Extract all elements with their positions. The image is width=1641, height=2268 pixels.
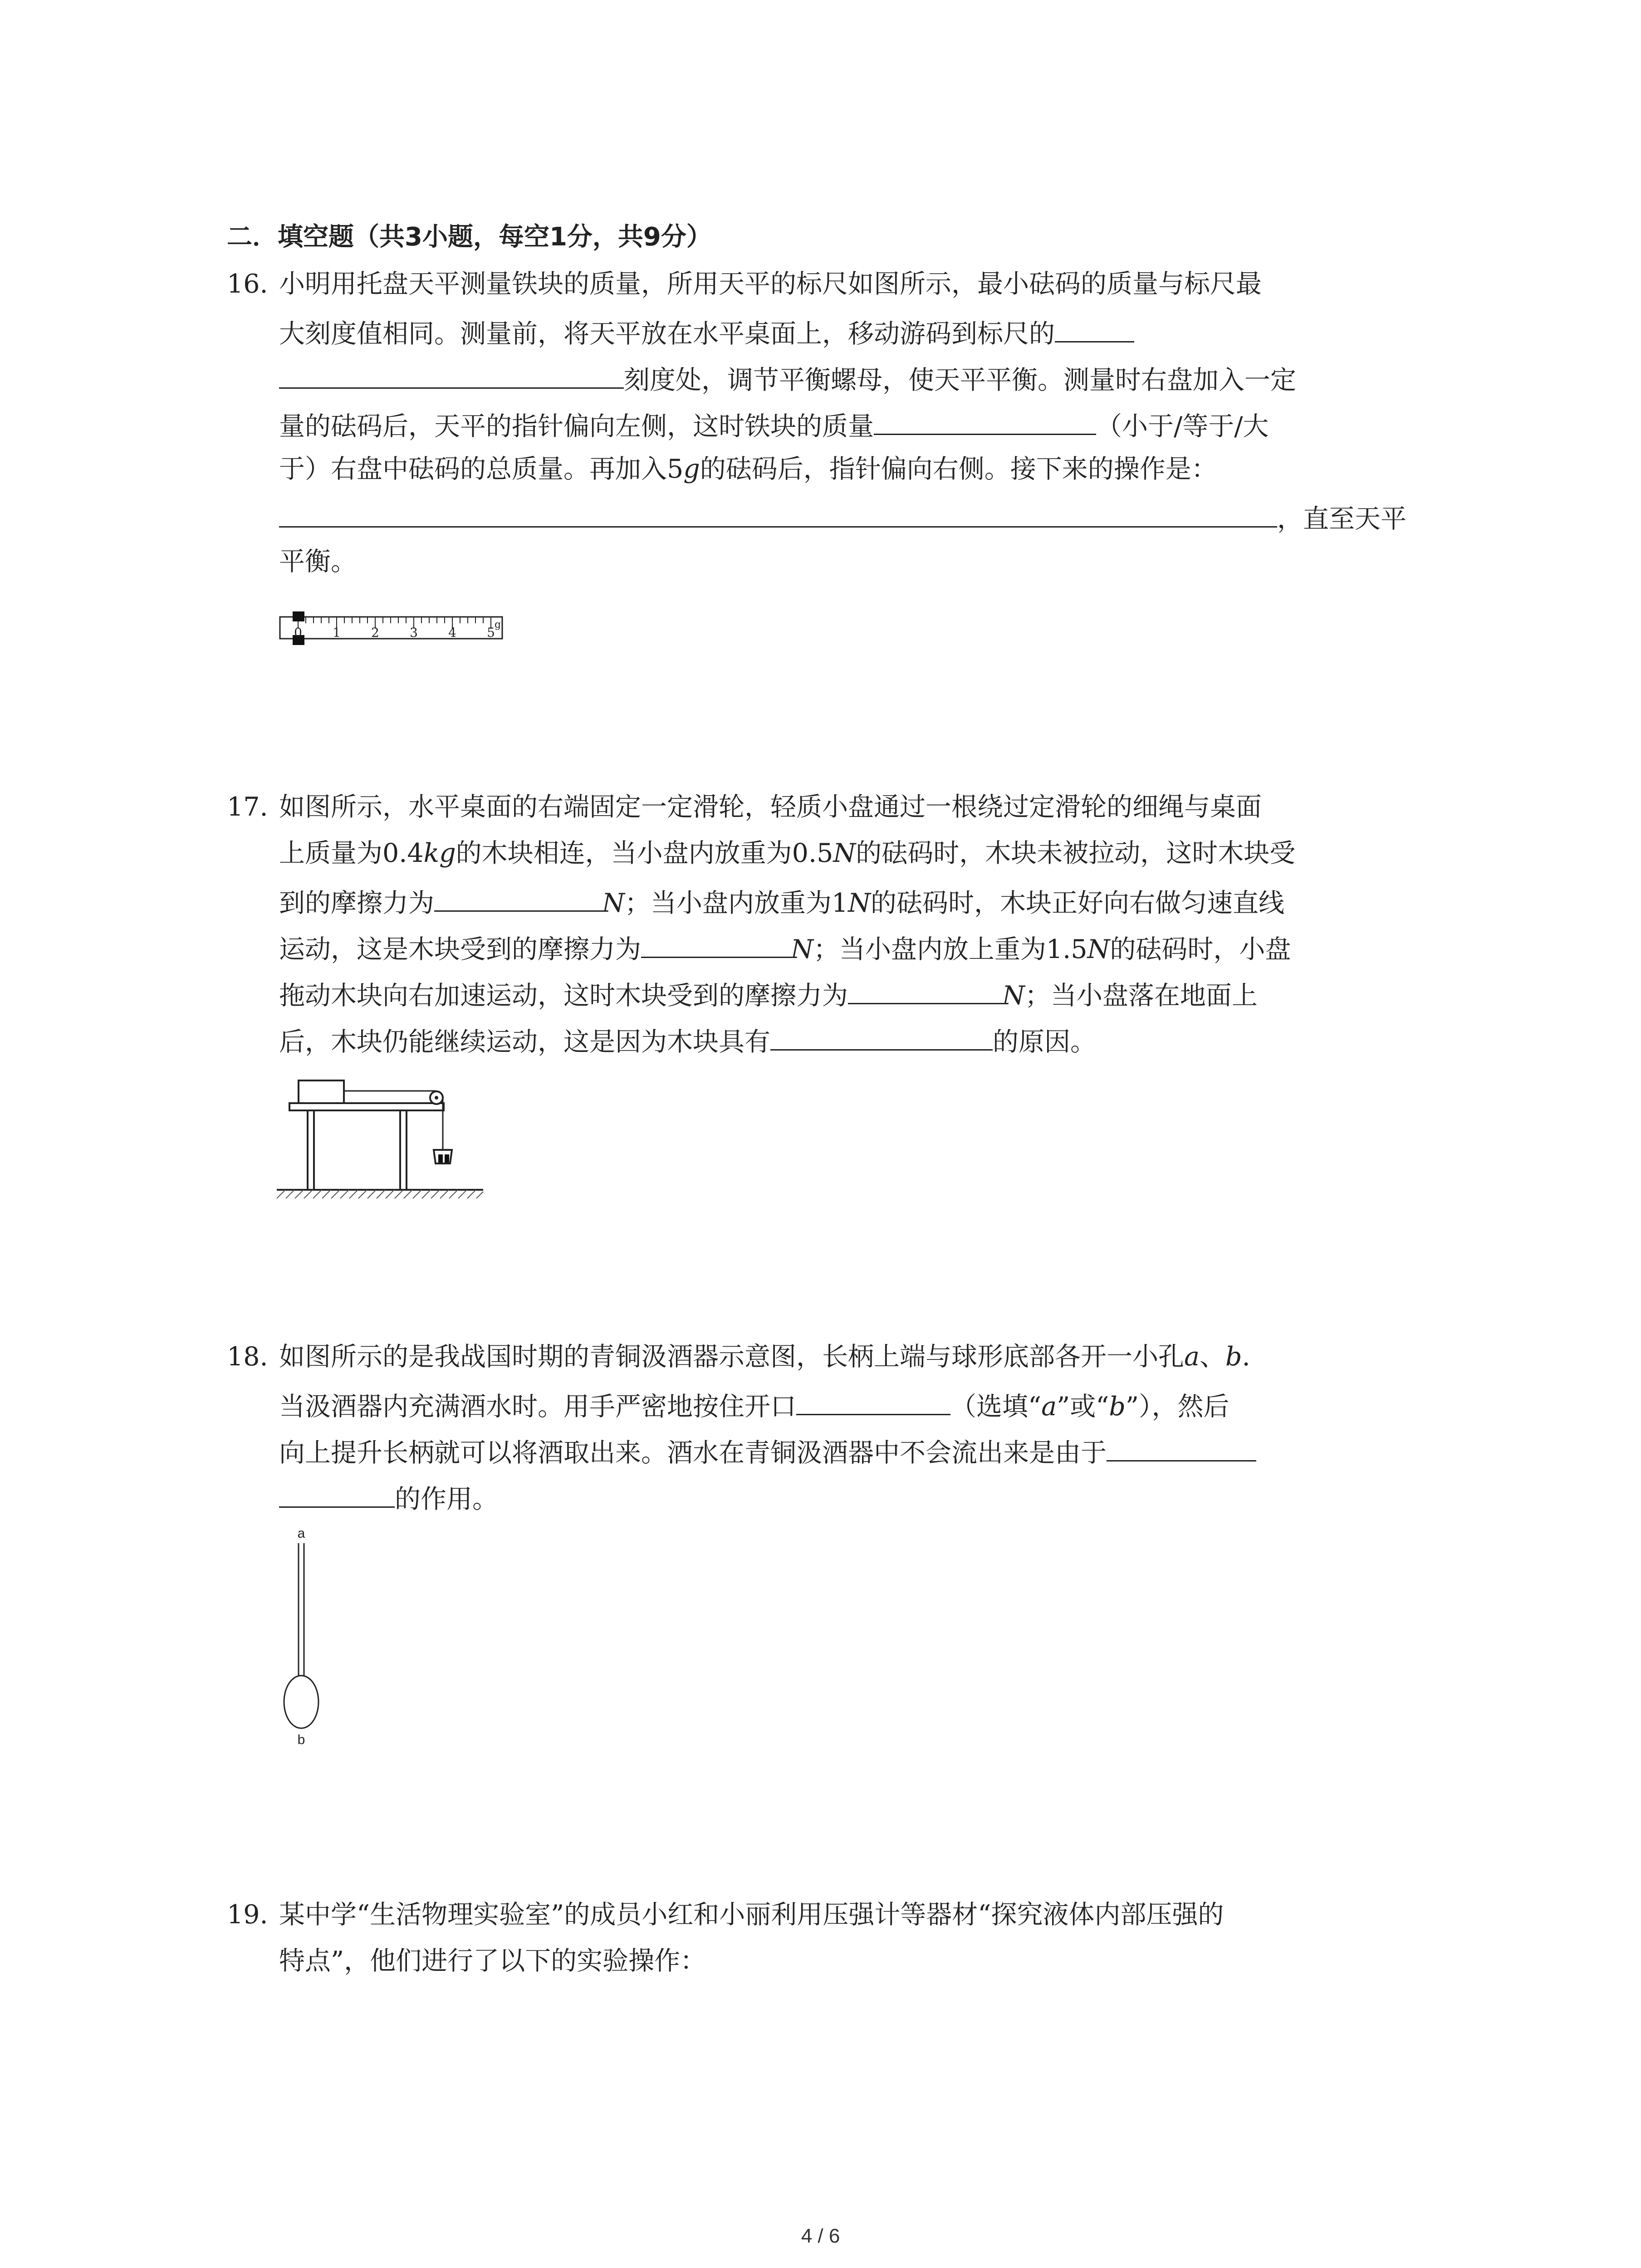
table-leg-right xyxy=(400,1110,407,1190)
q17-line-2 xyxy=(279,837,1295,870)
q17-text-2c: 的砝码时，木块未被拉动，这时木块受 xyxy=(856,838,1296,868)
q17-text-3c: 的砝码时，木块正好向右做匀速直线 xyxy=(871,888,1285,918)
q17-line-5 xyxy=(279,976,1258,1011)
q17-text-4b: ；当小盘内放上重为1.5 xyxy=(813,934,1087,964)
ruler-tick-label: 2 xyxy=(371,625,379,640)
weight-icon xyxy=(438,1154,443,1163)
section-title: 二．填空题（共3小题，每空1分，共9分） xyxy=(227,222,712,252)
q17-text-5b: ；当小盘落在地面上 xyxy=(1024,981,1258,1011)
ruler-tick-label: 4 xyxy=(448,625,456,640)
q16-text-7: 平衡。 xyxy=(279,547,357,577)
answer-blank[interactable] xyxy=(279,1479,395,1508)
hole-label-a: a xyxy=(297,1526,305,1541)
q17-text-6b: 的原因。 xyxy=(993,1027,1096,1057)
answer-blank[interactable] xyxy=(641,929,791,958)
q19-text-2: 特点”，他们进行了以下的实验操作： xyxy=(279,1946,706,1976)
answer-blank[interactable] xyxy=(279,360,624,389)
pulley-axle xyxy=(435,1096,438,1100)
q18-end: . xyxy=(1242,1342,1250,1372)
q16-text-4a: 量的砝码后，天平的指针偏向左侧，这时铁块的质量 xyxy=(279,411,874,441)
q19-line-2 xyxy=(279,1945,706,1977)
var-a: a xyxy=(1041,1392,1057,1422)
unit-kg: kg xyxy=(423,838,456,868)
q17-text-4c: 的砝码时，小盘 xyxy=(1110,934,1291,964)
var-b: b xyxy=(1225,1342,1242,1372)
bulb-body xyxy=(284,1676,318,1728)
q17-line-3 xyxy=(279,883,1284,916)
table-pulley-figure xyxy=(277,1070,495,1207)
q18-line-2 xyxy=(279,1387,1230,1422)
unit-n: N xyxy=(848,888,871,918)
q16-line-3 xyxy=(279,360,1296,393)
q17-line-4 xyxy=(279,929,1291,962)
ruler-tick-label: 1 xyxy=(333,625,341,640)
weight-icon xyxy=(445,1154,449,1163)
q16-line-4 xyxy=(279,406,1269,439)
answer-blank[interactable] xyxy=(434,883,602,912)
rider-top xyxy=(293,611,304,621)
ruler-tick-label: 3 xyxy=(410,625,418,640)
q17-line-1 xyxy=(279,791,1262,823)
answer-blank[interactable] xyxy=(1055,314,1134,342)
q18-text-1a: 如图所示的是我战国时期的青铜汲酒器示意图，长柄上端与球形底部各开一小孔 xyxy=(279,1342,1184,1372)
q16-text-4b: （小于/等于/大 xyxy=(1096,411,1269,441)
q19-text-1: 某中学“生活物理实验室”的成员小红和小丽利用压强计等器材“探究液体内部压强的 xyxy=(279,1900,1224,1930)
unit-n: N xyxy=(1087,934,1110,964)
q18-text-2d: ”），然后 xyxy=(1125,1392,1230,1422)
unit-n: N xyxy=(833,838,856,868)
ruler-tick-label: 5 xyxy=(487,625,495,640)
question-number: 16. xyxy=(227,269,268,299)
answer-blank[interactable] xyxy=(1107,1433,1256,1461)
unit-n: N xyxy=(791,934,813,964)
q18-text-3: 向上提升长柄就可以将酒取出来。酒水在青铜汲酒器中不会流出来是由于 xyxy=(279,1438,1107,1468)
answer-blank[interactable] xyxy=(796,1387,950,1415)
q18-text-2a: 当汲酒器内充满酒水时。用手严密地按住开口 xyxy=(279,1392,796,1422)
ruler-unit: g xyxy=(494,619,501,631)
unit-g: g xyxy=(683,454,700,484)
answer-blank[interactable] xyxy=(770,1022,993,1051)
unit-n: N xyxy=(1002,981,1025,1011)
var-b: b xyxy=(1109,1392,1126,1422)
q18-sep: 、 xyxy=(1199,1342,1225,1372)
question-number: 18. xyxy=(227,1342,268,1372)
q16-text-2: 大刻度值相同。测量前，将天平放在水平桌面上，移动游码到标尺的 xyxy=(279,319,1055,349)
q17-text-4a: 运动，这是木块受到的摩擦力为 xyxy=(279,934,641,964)
q18-line-3 xyxy=(279,1433,1256,1466)
q16-line-2 xyxy=(279,314,1134,347)
ruler-tick-label: 0 xyxy=(294,625,302,640)
q16-text-3: 刻度处，调节平衡螺母，使天平平衡。测量时右盘加入一定 xyxy=(624,365,1296,395)
q17-text-2a: 上质量为0.4 xyxy=(279,838,424,868)
q18-line-1 xyxy=(279,1340,1250,1373)
q16-text-1: 小明用托盘天平测量铁块的质量，所用天平的标尺如图所示，最小砝码的质量与标尺最 xyxy=(279,269,1262,299)
q16-line-5 xyxy=(279,453,1217,485)
q18-text-2b: （选填“ xyxy=(950,1392,1042,1422)
q17-line-6 xyxy=(279,1022,1096,1055)
q17-text-6a: 后，木块仍能继续运动，这是因为木块具有 xyxy=(279,1027,770,1057)
table-top xyxy=(289,1103,444,1110)
answer-blank[interactable] xyxy=(279,499,1277,528)
q17-text-2b: 的木块相连，当小盘内放重为0.5 xyxy=(456,838,833,868)
q16-text-6: ，直至天平 xyxy=(1277,504,1406,534)
q16-line-6 xyxy=(279,499,1406,532)
hole-label-b: b xyxy=(297,1732,305,1747)
var-a: a xyxy=(1184,1342,1200,1372)
q18-line-4 xyxy=(279,1479,498,1512)
q17-text-3b: ；当小盘内放重为1 xyxy=(624,888,848,918)
q18-text-2c: ”或“ xyxy=(1057,1392,1109,1422)
q18-text-4: 的作用。 xyxy=(395,1484,498,1514)
answer-blank[interactable] xyxy=(874,406,1096,435)
table-leg-left xyxy=(308,1110,314,1190)
q16-line-1 xyxy=(279,268,1262,300)
balance-ruler-figure xyxy=(279,603,506,658)
q19-line-1 xyxy=(279,1898,1224,1931)
q16-line-7 xyxy=(279,545,357,578)
unit-n: N xyxy=(602,888,625,918)
ground-hatching xyxy=(277,1190,483,1198)
answer-blank[interactable] xyxy=(848,976,1002,1004)
question-number: 19. xyxy=(227,1900,268,1930)
q17-text-1: 如图所示，水平桌面的右端固定一定滑轮，轻质小盘通过一根绕过定滑轮的细绳与桌面 xyxy=(279,792,1262,822)
q17-text-3a: 到的摩擦力为 xyxy=(279,888,434,918)
question-number: 17. xyxy=(227,792,268,822)
bronze-dipper-figure xyxy=(272,1524,327,1751)
q16-text-5b: 的砝码后，指针偏向右侧。接下来的操作是： xyxy=(700,454,1217,484)
q16-text-5a: 于）右盘中砝码的总质量。再加入5 xyxy=(279,454,684,484)
wooden-block xyxy=(299,1080,344,1103)
page-number: 4 / 6 xyxy=(801,2225,840,2247)
q17-text-5a: 拖动木块向右加速运动，这时木块受到的摩擦力为 xyxy=(279,981,848,1011)
